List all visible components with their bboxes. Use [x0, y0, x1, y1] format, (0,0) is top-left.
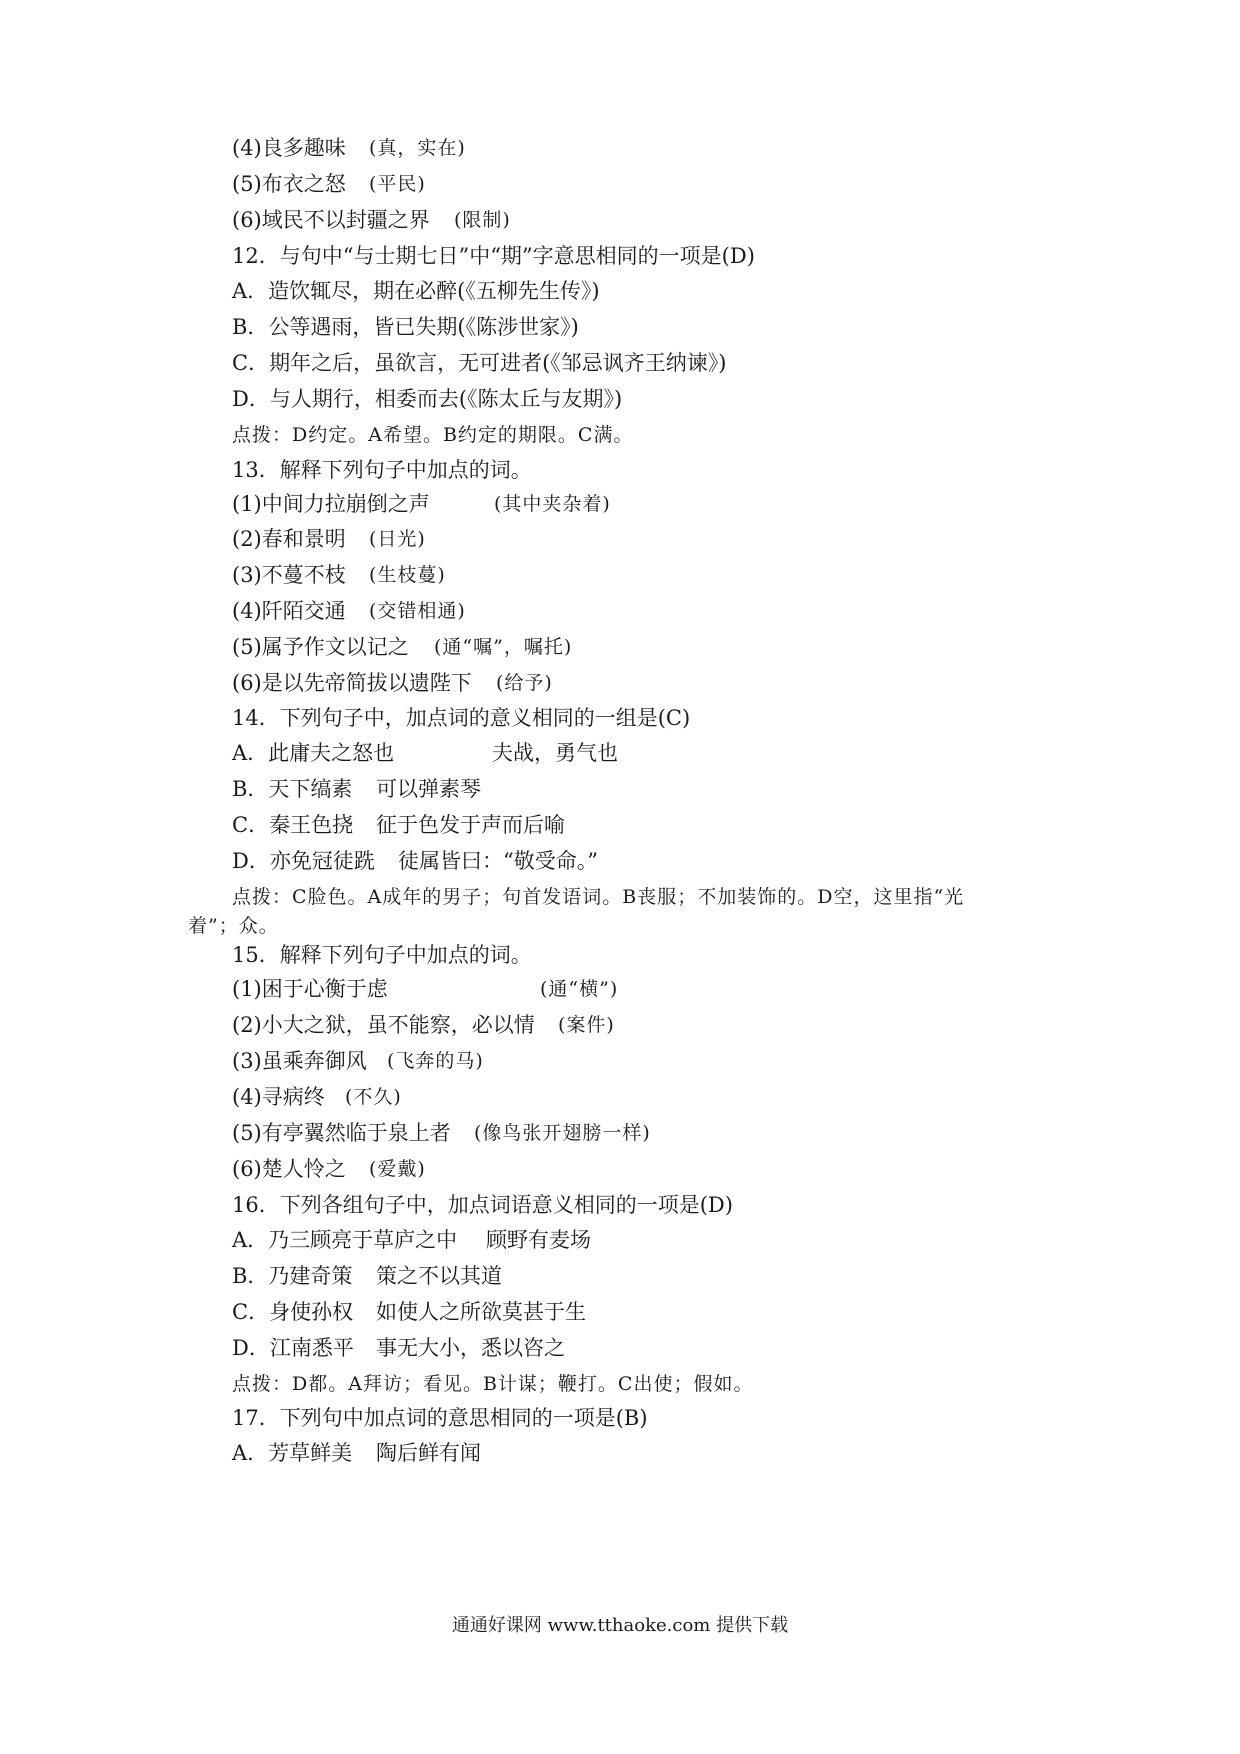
answer-15-3: (飞奔的马) [387, 1050, 484, 1072]
hint-14: 点拨：C脸色。A成年的男子；句首发语词。B丧服；不加装饰的。D空，这里指“光 [232, 886, 965, 908]
line-13-4: (4)良多趣味 [232, 136, 346, 160]
answer-13-5b: (通“嘱”，嘱托) [434, 636, 573, 658]
option-14-d-second: 徒属皆曰：“敬受命。” [398, 849, 598, 873]
answer-15-1: (通“横”) [540, 978, 619, 1000]
option-14-b: B．天下缟素 [232, 777, 353, 801]
line-15-6: (6)楚人怜之 [232, 1157, 346, 1181]
option-14-d: D．亦免冠徒跣 [232, 849, 375, 873]
answer-15-5: (像鸟张开翅膀一样) [474, 1122, 651, 1144]
line-15-1: (1)困于心衡于虑 [232, 977, 388, 1001]
answer-15-6: (爱戴) [369, 1158, 426, 1180]
line-13-1: (1)中间力拉崩倒之声 [232, 492, 430, 516]
option-16-d: D．江南悉平 [232, 1336, 354, 1360]
option-17-a: A．芳草鲜美 [232, 1441, 353, 1465]
line-13-5: (5)布衣之怒 [232, 172, 346, 196]
option-16-b-second: 策之不以其道 [376, 1264, 502, 1288]
answer-13-3: (生枝蔓) [369, 564, 446, 586]
line-13-2: (2)春和景明 [232, 527, 346, 551]
answer-13-2: (日光) [369, 528, 426, 550]
answer-13-5: (平民) [369, 173, 426, 195]
hint-12: 点拨：D约定。A希望。B约定的期限。C满。 [232, 424, 634, 446]
option-14-b-second: 可以弹素琴 [376, 777, 481, 801]
option-12-d: D．与人期行，相委而去(《陈太丘与友期》) [232, 387, 623, 411]
option-17-a-second: 陶后鲜有闻 [376, 1441, 481, 1465]
answer-15-4: (不久) [345, 1086, 402, 1108]
line-15-5: (5)有亭翼然临于泉上者 [232, 1121, 451, 1145]
question-16: 16．下列各组句子中，加点词语意义相同的一项是(D) [232, 1193, 733, 1217]
option-16-a-second: 顾野有麦场 [486, 1228, 591, 1252]
line-13-4b: (4)阡陌交通 [232, 599, 346, 623]
line-15-2: (2)小大之狱，虽不能察，必以情 [232, 1013, 535, 1037]
question-12: 12．与句中“与士期七日”中“期”字意思相同的一项是(D) [232, 244, 755, 268]
answer-15-2: (案件) [558, 1014, 615, 1036]
option-16-c: C．身使孙权 [232, 1300, 354, 1324]
line-13-5b: (5)属予作文以记之 [232, 635, 409, 659]
answer-13-6b: (给予) [496, 672, 553, 694]
answer-13-1: (其中夹杂着) [494, 493, 611, 515]
option-16-c-second: 如使人之所欲莫甚于生 [376, 1300, 586, 1324]
option-12-b: B．公等遇雨，皆已失期(《陈涉世家》) [232, 315, 579, 339]
option-12-c: C．期年之后，虽欲言，无可进者(《邹忌讽齐王纳谏》) [232, 351, 727, 375]
option-14-c-second: 征于色发于声而后喻 [376, 813, 565, 837]
option-14-c: C．秦王色挠 [232, 813, 354, 837]
question-14: 14．下列句子中，加点词的意义相同的一组是(C) [232, 706, 691, 730]
hint-16: 点拨：D都。A拜访；看见。B计谋；鞭打。C出使；假如。 [232, 1373, 754, 1395]
option-14-a: A．此庸夫之怒也 [232, 741, 395, 765]
answer-13-6: (限制) [454, 209, 511, 231]
line-15-4: (4)寻病终 [232, 1085, 325, 1109]
option-16-a: A．乃三顾亮于草庐之中 [232, 1228, 458, 1252]
option-12-a: A．造饮辄尽，期在必醉(《五柳先生传》) [232, 279, 600, 303]
line-13-6: (6)域民不以封疆之界 [232, 208, 430, 232]
option-16-d-second: 事无大小，悉以咨之 [376, 1336, 565, 1360]
question-17: 17．下列句中加点词的意思相同的一项是(B) [232, 1406, 648, 1430]
line-15-3: (3)虽乘奔御风 [232, 1049, 367, 1073]
answer-13-4: (真，实在) [369, 137, 466, 159]
line-13-3: (3)不蔓不枝 [232, 563, 346, 587]
question-15: 15．解释下列句子中加点的词。 [232, 943, 532, 967]
line-13-6b: (6)是以先帝简拔以遗陛下 [232, 671, 472, 695]
question-13: 13．解释下列句子中加点的词。 [232, 458, 532, 482]
option-14-a-second: 夫战，勇气也 [492, 741, 618, 765]
hint-14-cont: 着”；众。 [188, 915, 279, 937]
option-16-b: B．乃建奇策 [232, 1264, 353, 1288]
page-footer: 通通好课网 www.tthaoke.com 提供下载 [451, 1615, 789, 1636]
answer-13-4b: (交错相通) [369, 600, 466, 622]
